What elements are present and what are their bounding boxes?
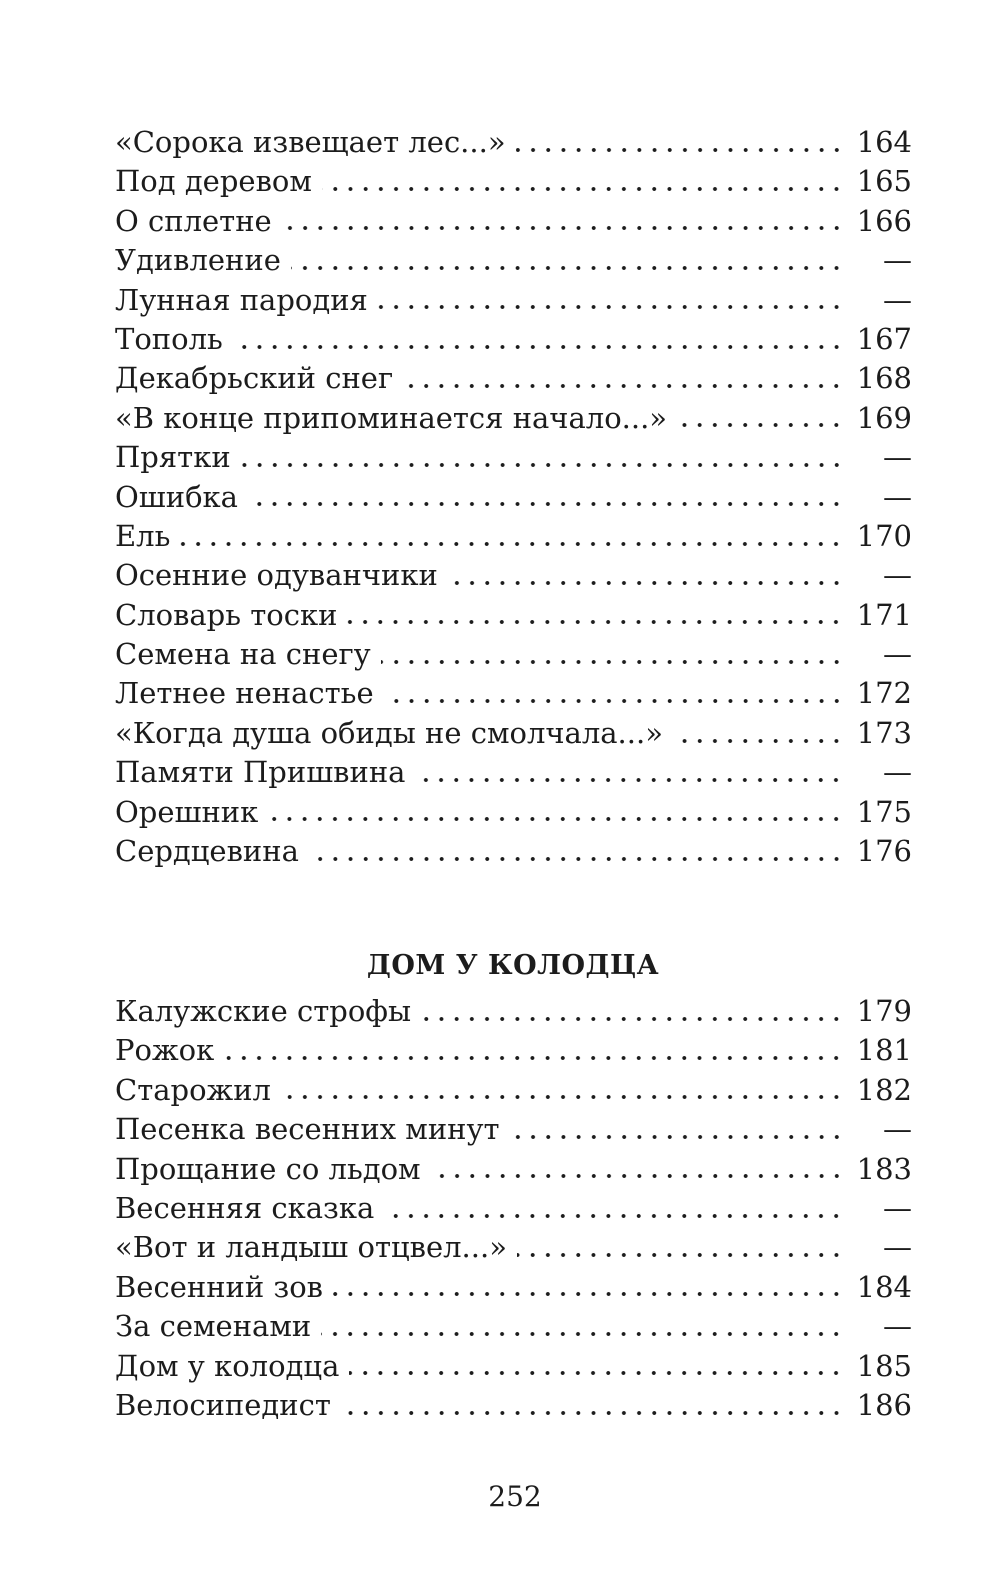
toc-entry-page: — (883, 479, 912, 514)
toc-entry (115, 1228, 912, 1267)
dot-leader (248, 499, 844, 509)
toc-entry-title: Тополь (115, 321, 223, 356)
toc-entry (115, 123, 912, 162)
toc-entry (115, 202, 912, 241)
toc-entry-page: 171 (856, 597, 912, 632)
toc-entry (115, 478, 912, 517)
toc-entry-page: 184 (856, 1269, 912, 1304)
toc-entry-page: — (883, 243, 912, 278)
toc-entry (115, 635, 912, 674)
dot-leader (517, 1250, 844, 1260)
toc-entry (115, 1150, 912, 1189)
toc-entry-title: Рожок (115, 1033, 215, 1068)
toc-entry (115, 1110, 912, 1149)
toc-entry-title: За семенами (115, 1309, 312, 1344)
toc-entry-title: Калужские строфы (115, 994, 412, 1028)
toc-entry (115, 1268, 912, 1307)
dot-leader (431, 1171, 844, 1181)
dot-leader (291, 263, 844, 273)
dot-leader (180, 539, 844, 549)
toc-entry-title: Весенний зов (115, 1269, 324, 1304)
dot-leader (510, 1132, 844, 1142)
toc-entry (115, 753, 912, 792)
table-of-contents-list (115, 992, 912, 1425)
toc-entry-page: 185 (856, 1348, 912, 1383)
dot-leader (448, 578, 844, 588)
dot-leader (384, 1211, 844, 1221)
toc-entry-title: «В конце припоминается начало...» (115, 400, 668, 435)
toc-entry-page: 165 (856, 164, 912, 199)
toc-entry-title: Прощание со льдом (115, 1151, 421, 1186)
dot-leader (421, 1014, 844, 1024)
toc-entry (115, 556, 912, 595)
toc-entry-title: Старожил (115, 1072, 271, 1107)
toc-entry-title: О сплетне (115, 203, 272, 238)
dot-leader (378, 302, 844, 312)
toc-entry (115, 1307, 912, 1346)
toc-entry-page: — (883, 755, 912, 790)
toc-entry-title: Лунная пародия (115, 282, 368, 317)
toc-entry (115, 992, 912, 1031)
dot-leader (333, 1289, 844, 1299)
toc-entry-page: 186 (856, 1387, 912, 1422)
dot-leader (268, 814, 844, 824)
toc-entry-title: Осенние одуванчики (115, 558, 438, 593)
dot-leader (349, 1368, 844, 1378)
toc-entry (115, 517, 912, 556)
toc-entry-title: Семена на снегу (115, 637, 371, 672)
toc-entry-page: 181 (856, 1033, 912, 1068)
toc-entry-page: 183 (856, 1151, 912, 1186)
toc-entry-page: — (883, 1309, 912, 1344)
dot-leader (673, 736, 844, 746)
toc-entry (115, 674, 912, 713)
dot-leader (321, 1329, 844, 1339)
toc-entry-title: Удивление (115, 243, 281, 278)
toc-entry-page: — (883, 1230, 912, 1265)
dot-leader (281, 1092, 844, 1102)
toc-entry-title: Дом у колодца (115, 1348, 340, 1383)
toc-entry (115, 793, 912, 832)
toc-entry (115, 281, 912, 320)
toc-entry-page: 167 (856, 321, 912, 356)
toc-entry-title: «Когда душа обиды не смолчала...» (115, 715, 663, 750)
toc-entry (115, 241, 912, 280)
toc-entry (115, 438, 912, 477)
dot-leader (516, 145, 844, 155)
toc-entry-page: 169 (856, 400, 912, 435)
toc-entry-title: Орешник (115, 794, 259, 829)
toc-entry (115, 1347, 912, 1386)
dot-leader (233, 342, 844, 352)
dot-leader (282, 223, 844, 233)
toc-entry-page: — (883, 1190, 912, 1225)
toc-entry-page: 179 (856, 994, 912, 1028)
toc-entry-title: Декабрьский снег (115, 361, 394, 396)
toc-entry-title: Под деревом (115, 164, 312, 199)
toc-entry (115, 399, 912, 438)
dot-leader (341, 1408, 844, 1418)
toc-entry-page: — (883, 558, 912, 593)
toc-entry-page: — (883, 440, 912, 475)
toc-entry-title: Прятки (115, 440, 231, 475)
dot-leader (224, 1053, 844, 1063)
toc-entry-page: 168 (856, 361, 912, 396)
toc-entry-page: — (883, 282, 912, 317)
dot-leader (241, 460, 844, 470)
toc-entry (115, 1031, 912, 1070)
toc-entry (115, 320, 912, 359)
toc-entry-title: Сердцевина (115, 834, 299, 869)
toc-entry-title: «Сорока извещает лес...» (115, 125, 506, 159)
toc-entry-page: 172 (856, 676, 912, 711)
toc-entry-title: Песенка весенних минут (115, 1112, 500, 1147)
dot-leader (322, 184, 844, 194)
dot-leader (309, 854, 844, 864)
toc-entry-title: Ель (115, 518, 171, 553)
toc-entry-page: 166 (856, 203, 912, 238)
toc-entry (115, 1386, 912, 1425)
toc-entry-title: «Вот и ландыш отцвел...» (115, 1230, 507, 1265)
toc-entry-page: — (883, 1112, 912, 1147)
toc-entry-page: 182 (856, 1072, 912, 1107)
toc-entry-title: Памяти Пришвина (115, 755, 406, 790)
dot-leader (347, 617, 844, 627)
toc-entry (115, 1189, 912, 1228)
toc-entry (115, 359, 912, 398)
dot-leader (384, 696, 844, 706)
toc-entry-page: 175 (856, 794, 912, 829)
toc-entry (115, 162, 912, 201)
toc-entry-title: Ошибка (115, 479, 238, 514)
toc-entry-title: Летнее ненастье (115, 676, 374, 711)
toc-entry-title: Весенняя сказка (115, 1190, 375, 1225)
toc-entry-page: 173 (856, 715, 912, 750)
toc-entry (115, 832, 912, 871)
toc-entry-page: — (883, 637, 912, 672)
toc-entry-title: Велосипедист (115, 1387, 331, 1422)
toc-entry-page: 170 (856, 518, 912, 553)
toc-entry (115, 1071, 912, 1110)
toc-entry (115, 596, 912, 635)
dot-leader (403, 381, 844, 391)
section-heading: ДОМ У КОЛОДЦА (366, 950, 660, 981)
table-of-contents-list (115, 123, 912, 871)
toc-entry-page: 164 (856, 125, 912, 159)
toc-entry (115, 714, 912, 753)
page-number: 252 (488, 1480, 542, 1513)
dot-leader (415, 775, 844, 785)
dot-leader (677, 420, 844, 430)
dot-leader (381, 657, 844, 667)
toc-entry-title: Словарь тоски (115, 597, 338, 632)
toc-entry-page: 176 (856, 834, 912, 869)
